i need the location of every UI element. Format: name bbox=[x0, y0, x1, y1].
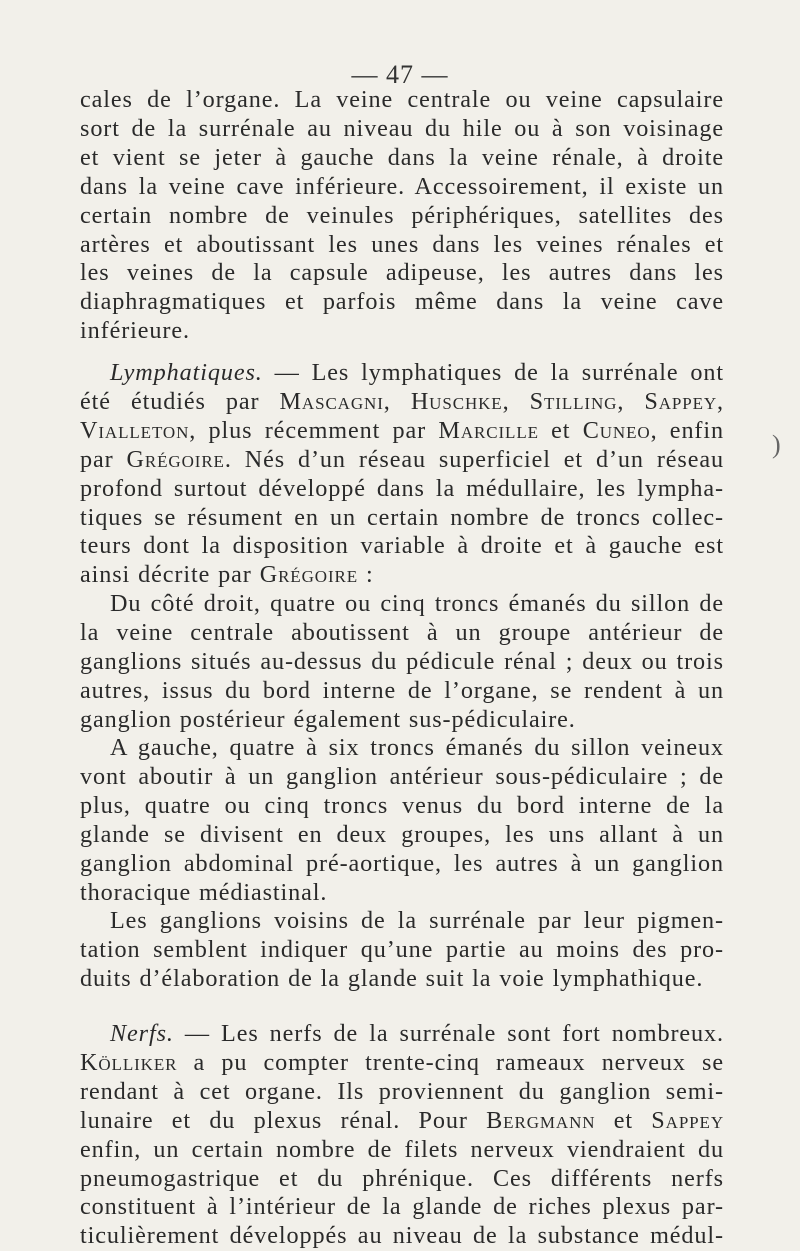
text-line: et vient se jeter à gauche dans la veine rénale, à droite bbox=[80, 143, 724, 171]
text-fragment: ainsi décrite par bbox=[80, 561, 260, 589]
text-fragment: , bbox=[717, 387, 724, 415]
author-name: Mascagni bbox=[279, 387, 384, 415]
text-line: constituent à l’intérieur de la glande de riches plexus par- bbox=[80, 1193, 724, 1221]
author-name: Cuneo bbox=[582, 416, 651, 444]
text-line: ganglion postérieur également sus-pédiculaire. bbox=[80, 705, 576, 733]
text-line: la veine centrale aboutissent à un groupe antérieur de bbox=[80, 618, 724, 646]
text-line: cales de l’organe. La veine centrale ou veine capsulaire bbox=[80, 86, 724, 113]
author-name: Grégoire bbox=[259, 561, 359, 589]
text-fragment: a pu compter trente-cinq rameaux nerveux se bbox=[177, 1048, 724, 1076]
text-line: glande se divisent en deux groupes, les uns allant à un bbox=[80, 820, 724, 848]
text-line: certain nombre de veinules périphériques, satellites des bbox=[80, 201, 724, 229]
text-line: sort de la surrénale au niveau du hile ou à son voisinage bbox=[80, 114, 724, 142]
text-fragment: — Les nerfs de la surrénale sont fort nombreux. bbox=[173, 1020, 724, 1047]
text-line: Du côté droit, quatre ou cinq troncs émanés du sillon de bbox=[110, 590, 724, 617]
paragraph-lymphatiques bbox=[80, 359, 724, 590]
author-name: Sappey bbox=[644, 387, 718, 415]
text-line: dans la veine cave inférieure. Accessoirement, il existe un bbox=[80, 172, 724, 200]
text-fragment: , enfin bbox=[650, 416, 725, 444]
author-name: Kölliker bbox=[80, 1048, 178, 1076]
text-line bbox=[80, 417, 724, 446]
author-name: Stilling bbox=[529, 387, 618, 415]
author-name: Sappey bbox=[651, 1106, 724, 1134]
text-line: duits d’élaboration de la glande suit la voie lymphathique. bbox=[80, 964, 704, 992]
text-line: pneumogastrique et du phrénique. Ces différents nerfs bbox=[80, 1164, 724, 1192]
text-line: diaphragmatiques et parfois même dans la veine cave bbox=[80, 288, 724, 316]
text-fragment: . Nés d’un réseau superficiel et d’un réseau bbox=[224, 445, 724, 473]
text-line: A gauche, quatre à six troncs émanés du sillon veineux bbox=[110, 734, 724, 761]
author-name: Vialleton bbox=[80, 416, 190, 444]
text-line: profond surtout développé dans la médullaire, les lympha- bbox=[80, 474, 724, 502]
text-line bbox=[80, 359, 724, 388]
text-line bbox=[80, 561, 724, 590]
text-line: ganglion abdominal pré-aortique, les autres à un ganglion bbox=[80, 849, 724, 877]
margin-paren-mark: ) bbox=[772, 430, 781, 459]
text-line: rendant à cet organe. Ils proviennent du ganglion semi- bbox=[80, 1077, 724, 1105]
text-line bbox=[80, 1020, 724, 1049]
text-fragment: , plus récemment par bbox=[189, 416, 439, 444]
author-name: Huschke bbox=[410, 387, 503, 415]
text-line: ticulièrement développés au niveau de la substance médul- bbox=[80, 1222, 724, 1250]
author-name: Marcille bbox=[438, 416, 539, 444]
text-fragment: lunaire et du plexus rénal. Pour bbox=[80, 1106, 487, 1134]
text-line: teurs dont la disposition variable à droite et à gauche est bbox=[80, 532, 724, 560]
section-heading-nerfs: Nerfs. bbox=[110, 1020, 174, 1047]
text-line: artères et aboutissant les unes dans les veines rénales et bbox=[80, 230, 724, 258]
author-name: Bergmann bbox=[486, 1106, 596, 1134]
section-heading-lymphatiques: Lymphatiques. bbox=[110, 359, 263, 386]
text-line: les veines de la capsule adipeuse, les autres dans les bbox=[80, 259, 724, 287]
paragraph-nerfs bbox=[80, 1020, 724, 1251]
text-line: inférieure. bbox=[80, 317, 190, 345]
text-line: ganglions situés au-dessus du pédicule rénal ; deux ou trois bbox=[80, 647, 724, 675]
text-line: vont aboutir à un ganglion antérieur sous-pédiculaire ; de bbox=[80, 762, 724, 790]
text-fragment: et bbox=[538, 416, 583, 444]
text-line: enfin, un certain nombre de filets nerveux viendraient du bbox=[80, 1135, 724, 1163]
text-line: autres, issus du bord interne de l’organe, se rendent à un bbox=[80, 676, 724, 704]
text-fragment: , bbox=[383, 387, 411, 415]
text-fragment: par bbox=[80, 445, 127, 473]
text-fragment: — Les lymphatiques de la surrénale ont bbox=[262, 359, 724, 386]
text-line bbox=[80, 446, 724, 475]
text-line: plus, quatre ou cinq troncs venus du bord interne de la bbox=[80, 791, 724, 819]
text-line bbox=[80, 388, 724, 417]
author-name: Grégoire bbox=[126, 445, 225, 473]
text-line: Les ganglions voisins de la surrénale par leur pigmen- bbox=[110, 907, 724, 934]
text-fragment: : bbox=[358, 561, 374, 589]
text-fragment: et bbox=[595, 1106, 652, 1134]
text-line bbox=[80, 1107, 724, 1136]
text-fragment: , bbox=[502, 387, 530, 415]
paragraph-ganglions bbox=[80, 907, 724, 994]
paragraph-right-side bbox=[80, 590, 724, 735]
text-line: tiques se résument en un certain nombre de troncs collec- bbox=[80, 503, 724, 531]
paragraph-left-side bbox=[80, 734, 724, 907]
text-line: thoracique médiastinal. bbox=[80, 878, 328, 906]
page-number: — 47 — bbox=[351, 60, 449, 89]
text-line: tation semblent indiquer qu’une partie au moins des pro- bbox=[80, 935, 724, 963]
text-fragment: été étudiés par bbox=[80, 387, 280, 415]
paragraph-veins bbox=[80, 86, 724, 346]
text-line bbox=[80, 1049, 724, 1078]
text-fragment: , bbox=[617, 387, 645, 415]
